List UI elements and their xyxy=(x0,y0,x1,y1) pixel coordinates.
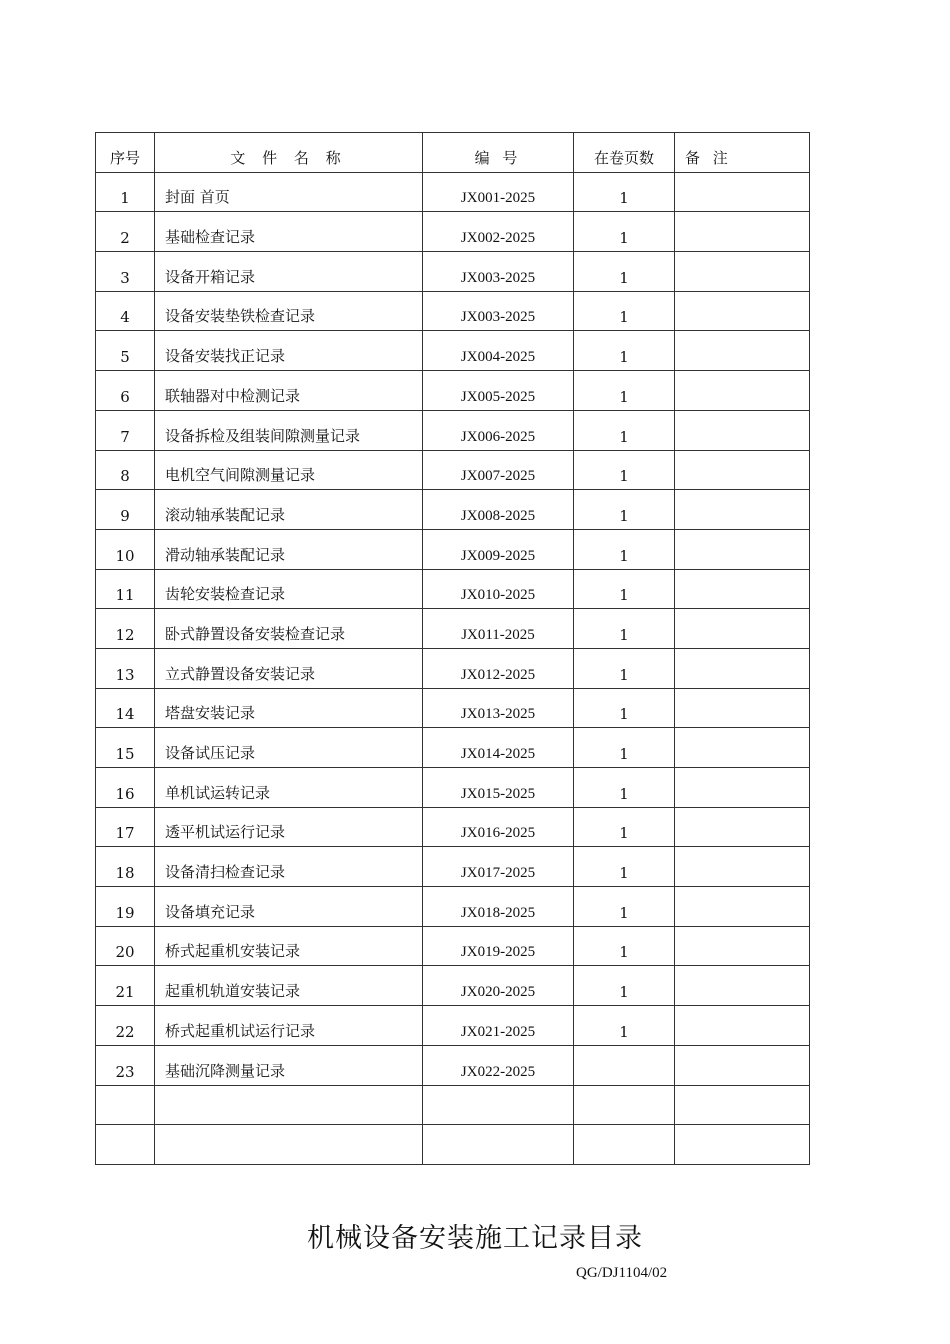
cell-remark xyxy=(675,807,810,847)
cell-pages: 1 xyxy=(574,410,675,450)
cell-seq: 21 xyxy=(96,966,155,1006)
header-pages: 在卷页数 xyxy=(574,133,675,173)
table-body xyxy=(96,172,810,1164)
cell-remark xyxy=(675,212,810,252)
cell-seq: 12 xyxy=(96,609,155,649)
cell-pages: 1 xyxy=(574,1006,675,1046)
cell-name: 桥式起重机试运行记录 xyxy=(155,1006,423,1046)
cell-pages xyxy=(574,1045,675,1085)
table-row xyxy=(96,648,810,688)
cell-code: JX022-2025 xyxy=(423,1045,574,1085)
cell-name xyxy=(155,1085,423,1125)
cell-remark xyxy=(675,887,810,927)
table-row xyxy=(96,212,810,252)
cell-remark xyxy=(675,1085,810,1125)
cell-name: 联轴器对中检测记录 xyxy=(155,371,423,411)
cell-name: 卧式静置设备安装检查记录 xyxy=(155,609,423,649)
cell-seq: 20 xyxy=(96,926,155,966)
cell-seq: 17 xyxy=(96,807,155,847)
cell-code: JX007-2025 xyxy=(423,450,574,490)
table-row xyxy=(96,1085,810,1125)
cell-code: JX005-2025 xyxy=(423,371,574,411)
table-row xyxy=(96,1125,810,1165)
cell-seq: 2 xyxy=(96,212,155,252)
cell-remark xyxy=(675,490,810,530)
cell-remark xyxy=(675,926,810,966)
table-row xyxy=(96,926,810,966)
cell-name: 塔盘安装记录 xyxy=(155,688,423,728)
cell-seq xyxy=(96,1085,155,1125)
cell-code: JX016-2025 xyxy=(423,807,574,847)
table-row xyxy=(96,291,810,331)
cell-seq: 1 xyxy=(96,172,155,212)
cell-seq: 6 xyxy=(96,371,155,411)
cell-name: 设备开箱记录 xyxy=(155,252,423,292)
cell-remark xyxy=(675,609,810,649)
table-row xyxy=(96,966,810,1006)
header-seq: 序号 xyxy=(96,133,155,173)
cell-pages: 1 xyxy=(574,609,675,649)
cell-pages: 1 xyxy=(574,847,675,887)
cell-seq: 5 xyxy=(96,331,155,371)
cell-remark xyxy=(675,1045,810,1085)
table-row xyxy=(96,331,810,371)
cell-remark xyxy=(675,966,810,1006)
cell-code: JX006-2025 xyxy=(423,410,574,450)
cell-name: 滑动轴承装配记录 xyxy=(155,529,423,569)
cell-code: JX003-2025 xyxy=(423,252,574,292)
cell-pages: 1 xyxy=(574,252,675,292)
cell-name: 电机空气间隙测量记录 xyxy=(155,450,423,490)
cell-remark xyxy=(675,410,810,450)
cell-seq xyxy=(96,1125,155,1165)
table-row xyxy=(96,847,810,887)
cell-seq: 19 xyxy=(96,887,155,927)
table-row xyxy=(96,569,810,609)
header-name: 文 件 名 称 xyxy=(155,133,423,173)
cell-remark xyxy=(675,728,810,768)
cell-seq: 22 xyxy=(96,1006,155,1046)
cell-pages xyxy=(574,1125,675,1165)
cell-pages: 1 xyxy=(574,926,675,966)
cell-remark xyxy=(675,172,810,212)
cell-code: JX003-2025 xyxy=(423,291,574,331)
cell-pages: 1 xyxy=(574,212,675,252)
cell-code: JX009-2025 xyxy=(423,529,574,569)
cell-name: 封面 首页 xyxy=(155,172,423,212)
cell-seq: 4 xyxy=(96,291,155,331)
cell-name: 立式静置设备安装记录 xyxy=(155,648,423,688)
cell-code: JX014-2025 xyxy=(423,728,574,768)
cell-remark xyxy=(675,847,810,887)
cell-pages: 1 xyxy=(574,688,675,728)
cell-remark xyxy=(675,1125,810,1165)
cell-pages: 1 xyxy=(574,807,675,847)
record-index-table xyxy=(95,132,810,1165)
cell-code: JX012-2025 xyxy=(423,648,574,688)
cell-name: 基础沉降测量记录 xyxy=(155,1045,423,1085)
cell-remark xyxy=(675,648,810,688)
cell-code: JX004-2025 xyxy=(423,331,574,371)
table-row xyxy=(96,1045,810,1085)
cell-name: 单机试运转记录 xyxy=(155,768,423,808)
cell-code: JX021-2025 xyxy=(423,1006,574,1046)
cell-remark xyxy=(675,291,810,331)
cell-name: 齿轮安装检查记录 xyxy=(155,569,423,609)
cell-code: JX019-2025 xyxy=(423,926,574,966)
table-row xyxy=(96,609,810,649)
cell-pages: 1 xyxy=(574,529,675,569)
cell-seq: 13 xyxy=(96,648,155,688)
cell-pages: 1 xyxy=(574,291,675,331)
table-row xyxy=(96,688,810,728)
header-code: 编 号 xyxy=(423,133,574,173)
cell-name: 设备填充记录 xyxy=(155,887,423,927)
table-row xyxy=(96,490,810,530)
cell-name: 基础检查记录 xyxy=(155,212,423,252)
table-row xyxy=(96,371,810,411)
cell-code: JX010-2025 xyxy=(423,569,574,609)
cell-seq: 3 xyxy=(96,252,155,292)
cell-remark xyxy=(675,450,810,490)
cell-name: 设备试压记录 xyxy=(155,728,423,768)
cell-seq: 7 xyxy=(96,410,155,450)
cell-seq: 16 xyxy=(96,768,155,808)
cell-seq: 23 xyxy=(96,1045,155,1085)
cell-remark xyxy=(675,768,810,808)
cell-code: JX020-2025 xyxy=(423,966,574,1006)
document-code: QG/DJ1104/02 xyxy=(576,1265,668,1281)
cell-name: 起重机轨道安装记录 xyxy=(155,966,423,1006)
cell-code: JX015-2025 xyxy=(423,768,574,808)
document-title: 机械设备安装施工记录目录 xyxy=(307,1223,643,1254)
cell-name: 设备安装找正记录 xyxy=(155,331,423,371)
cell-seq: 10 xyxy=(96,529,155,569)
cell-seq: 14 xyxy=(96,688,155,728)
table-header-row xyxy=(96,133,810,173)
cell-remark xyxy=(675,688,810,728)
cell-seq: 11 xyxy=(96,569,155,609)
cell-code: JX013-2025 xyxy=(423,688,574,728)
cell-code xyxy=(423,1085,574,1125)
cell-code: JX002-2025 xyxy=(423,212,574,252)
cell-code: JX011-2025 xyxy=(423,609,574,649)
cell-pages: 1 xyxy=(574,768,675,808)
table-row xyxy=(96,172,810,212)
cell-pages: 1 xyxy=(574,331,675,371)
cell-code: JX001-2025 xyxy=(423,172,574,212)
cell-name: 滚动轴承装配记录 xyxy=(155,490,423,530)
cell-pages: 1 xyxy=(574,450,675,490)
cell-pages: 1 xyxy=(574,648,675,688)
cell-name: 设备拆检及组装间隙测量记录 xyxy=(155,410,423,450)
table-row xyxy=(96,252,810,292)
cell-pages: 1 xyxy=(574,490,675,530)
cell-remark xyxy=(675,371,810,411)
table-row xyxy=(96,410,810,450)
cell-pages xyxy=(574,1085,675,1125)
cell-pages: 1 xyxy=(574,569,675,609)
cell-name xyxy=(155,1125,423,1165)
table-row xyxy=(96,887,810,927)
cell-remark xyxy=(675,1006,810,1046)
table-row xyxy=(96,529,810,569)
cell-pages: 1 xyxy=(574,172,675,212)
cell-code: JX018-2025 xyxy=(423,887,574,927)
cell-remark xyxy=(675,529,810,569)
cell-seq: 15 xyxy=(96,728,155,768)
cell-name: 设备清扫检查记录 xyxy=(155,847,423,887)
cell-seq: 8 xyxy=(96,450,155,490)
cell-code: JX008-2025 xyxy=(423,490,574,530)
cell-remark xyxy=(675,252,810,292)
cell-name: 设备安装垫铁检查记录 xyxy=(155,291,423,331)
cell-pages: 1 xyxy=(574,728,675,768)
cell-pages: 1 xyxy=(574,966,675,1006)
table-row xyxy=(96,450,810,490)
cell-remark xyxy=(675,569,810,609)
cell-name: 透平机试运行记录 xyxy=(155,807,423,847)
cell-pages: 1 xyxy=(574,887,675,927)
cell-name: 桥式起重机安装记录 xyxy=(155,926,423,966)
cell-seq: 18 xyxy=(96,847,155,887)
cell-seq: 9 xyxy=(96,490,155,530)
cell-code xyxy=(423,1125,574,1165)
cell-pages: 1 xyxy=(574,371,675,411)
cell-code: JX017-2025 xyxy=(423,847,574,887)
table-row xyxy=(96,728,810,768)
cell-remark xyxy=(675,331,810,371)
table-row xyxy=(96,1006,810,1046)
table-row xyxy=(96,807,810,847)
table-row xyxy=(96,768,810,808)
header-remark: 备 注 xyxy=(675,133,810,173)
